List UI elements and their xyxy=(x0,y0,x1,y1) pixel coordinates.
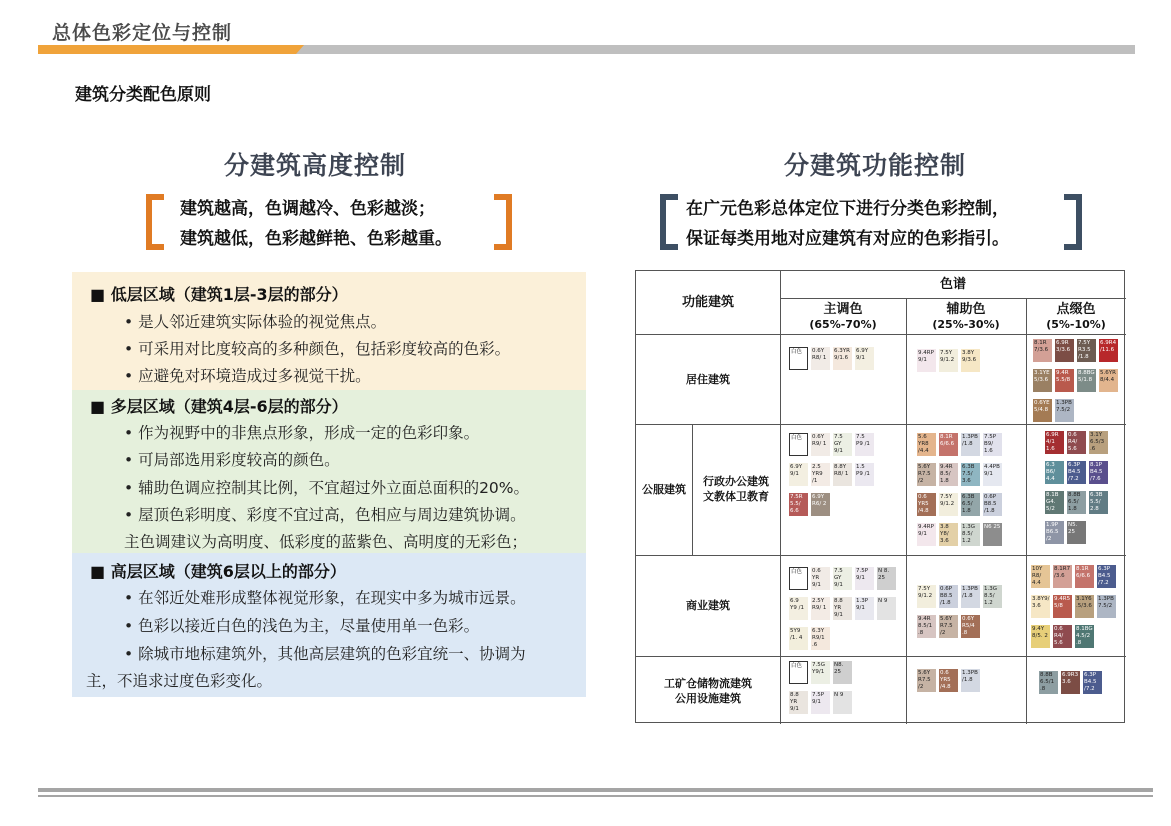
function-control-title: 分建筑功能控制 xyxy=(784,151,967,180)
color-swatch: 0.6 R4/ 5.6 xyxy=(1053,625,1072,648)
color-swatch: 0.6Y R8/ 1 xyxy=(811,347,830,370)
color-swatch: 白色 xyxy=(789,433,808,456)
footer-divider xyxy=(38,788,1153,792)
color-swatch: 6.9R 3/3.6 xyxy=(1055,339,1074,362)
mid-rise-heading: ■ 多层区域（建筑4层-6层的部分） xyxy=(90,397,348,416)
color-swatch: 9.4RP 9/1 xyxy=(917,349,936,372)
low-rise-line: • 可采用对比度较高的多种颜色，包括彩度较高的色彩。 xyxy=(124,340,511,358)
row-label-public: 公服建筑 xyxy=(642,483,686,496)
color-swatch: 7.5Y 9/1.2 xyxy=(939,349,958,372)
color-swatch: 3.1Y6 .5/3.6 xyxy=(1075,595,1094,618)
color-swatch: 2.5 YR9 /1 xyxy=(811,463,830,486)
color-swatch: 白色 xyxy=(789,661,808,684)
right-bracket-close xyxy=(1064,194,1082,250)
color-swatch: 0.6Y R9/ 1 xyxy=(811,433,830,456)
color-swatch: 6.3P B4.5 /7.2 xyxy=(1083,671,1102,694)
color-swatch: 0.6 YR5 /4.8 xyxy=(939,669,958,692)
color-swatch: 9.4R5 5/8 xyxy=(1053,595,1072,618)
color-swatch: 1.3PB /1.8 xyxy=(961,433,980,456)
spectrum-header: 色谱 xyxy=(939,277,966,292)
color-swatch: 3.8 Y8/ 3.6 xyxy=(939,523,958,546)
color-swatch: 6.9Y 9/1 xyxy=(855,347,874,370)
color-swatch: 9.4R 5.5/8 xyxy=(1055,369,1074,392)
row-label-industrial: 工矿仓储物流建筑 公用设施建筑 xyxy=(664,677,752,705)
color-swatch: 1.3P 9/1 xyxy=(855,597,874,620)
color-swatch: 1.3G 8.5/ 1.2 xyxy=(961,523,980,546)
low-rise-line: • 是人邻近建筑实际体验的视觉焦点。 xyxy=(124,313,387,331)
high-rise-line: • 色彩以接近白色的浅色为主，尽量使用单一色彩。 xyxy=(124,617,480,635)
color-swatch: 6.9Y 9/1 xyxy=(789,463,808,486)
color-swatch: N 9 xyxy=(877,597,896,620)
color-swatch: 8.8 YR 9/1 xyxy=(789,691,808,714)
color-swatch: 6.3Y R9/1 .6 xyxy=(811,627,830,650)
color-swatch: 0.6P B8.5 /1.8 xyxy=(939,585,958,608)
mid-rise-line: • 辅助色调应控制其比例，不宜超过外立面总面积的20%。 xyxy=(124,479,530,497)
color-swatch: 0.6 R4/ 5.6 xyxy=(1067,431,1086,454)
color-swatch: 7.5 GY 9/1 xyxy=(833,567,852,590)
color-swatch: 9.4RP 9/1 xyxy=(917,523,936,546)
mid-rise-line: • 作为视野中的非焦点形象，形成一定的色彩印象。 xyxy=(124,424,480,442)
color-swatch: 7.5 P9 /1 xyxy=(855,433,874,456)
color-swatch: 5Y9 /1. 4 xyxy=(789,627,808,650)
color-swatch: 7.5Y 9/1.2 xyxy=(939,493,958,516)
height-motto xyxy=(180,194,452,254)
color-swatch: 7.5P B9/ 1.6 xyxy=(983,433,1002,456)
color-swatch: 7.5G Y9/1 xyxy=(811,661,830,684)
color-swatch: 7.5P 9/1 xyxy=(855,567,874,590)
color-swatch: 1.3PB 7.5/2 xyxy=(1055,399,1074,422)
color-swatch: 6.3P B4.5 /7.2 xyxy=(1097,565,1116,588)
page-title: 总体色彩定位与控制 xyxy=(52,22,233,44)
function-motto xyxy=(686,194,1009,254)
color-swatch: 8.1P B4.5 /7.6 xyxy=(1089,461,1108,484)
color-swatch: 0.6 YR 9/1 xyxy=(811,567,830,590)
color-swatch: 7.5Y 9/1.2 xyxy=(917,585,936,608)
color-swatch: 1.3PB 7.5/2 xyxy=(1097,595,1116,618)
high-rise-line: 主，不追求过度色彩变化。 xyxy=(86,672,273,690)
color-swatch: 3.8Y9/ 3.6 xyxy=(1031,595,1050,618)
mid-rise-line: 主色调建议为高明度、低彩度的蓝紫色、高明度的无彩色； xyxy=(124,533,528,551)
func-header: 功能建筑 xyxy=(681,295,734,310)
color-swatch: 8.1R7 /3.6 xyxy=(1053,565,1072,588)
left-bracket-open xyxy=(146,194,164,250)
color-spectrum-table xyxy=(635,270,1125,723)
left-bracket-close xyxy=(494,194,512,250)
color-swatch: 0.6 YR5 /4.8 xyxy=(917,493,936,516)
color-swatch: 8.8BG 5/1.8 xyxy=(1077,369,1096,392)
color-swatch: 8.8Y R8/ 1 xyxy=(833,463,852,486)
row-label-residential: 居住建筑 xyxy=(686,373,730,386)
section-label: 建筑分类配色原则 xyxy=(75,85,211,105)
color-swatch: 0.6YE 5/4.8 xyxy=(1033,399,1052,422)
color-swatch: 1.3G 8.5/ 1.2 xyxy=(983,585,1002,608)
aux-color-header: 辅助色 (25%-30%) xyxy=(932,302,1000,331)
color-swatch: N8. 25 xyxy=(833,661,852,684)
color-swatch: 7.5Y R3.5 /1.8 xyxy=(1077,339,1096,362)
color-swatch: 0.6P B8.5 /1.8 xyxy=(983,493,1002,516)
right-bracket-open xyxy=(660,194,678,250)
color-swatch: 8.8B 6.5/1 .8 xyxy=(1039,671,1058,694)
low-rise-panel xyxy=(72,272,586,390)
row-label-commercial: 商业建筑 xyxy=(686,599,730,612)
color-swatch: 2.5Y R9/ 1 xyxy=(811,597,830,620)
color-swatch: 1.9P B6.5 /2 xyxy=(1045,521,1064,544)
main-color-header: 主调色 (65%-70%) xyxy=(809,302,877,331)
color-swatch: 8.1R 6/6.6 xyxy=(1075,565,1094,588)
height-motto-line: 建筑越低，色彩越鲜艳、色彩越重。 xyxy=(180,229,452,249)
high-rise-heading: ■ 高层区域（建筑6层以上的部分） xyxy=(90,562,346,581)
color-swatch: 6.3B 7.5/ 3.6 xyxy=(961,463,980,486)
color-swatch: 白色 xyxy=(789,347,808,370)
color-swatch: 9.4R 8.5/1 .8 xyxy=(917,615,936,638)
color-swatch: 6.3P B4.5 /7.2 xyxy=(1067,461,1086,484)
color-swatch: 5.6 YR8 /4.4 xyxy=(917,433,936,456)
color-swatch: 8.8B 6.5/ 1.8 xyxy=(1067,491,1086,514)
color-swatch: 6.3 B6/ 4.4 xyxy=(1045,461,1064,484)
color-swatch: 1.3PB /1.8 xyxy=(961,585,980,608)
color-swatch: 6.3B 6.5/ 1.8 xyxy=(961,493,980,516)
color-swatch: 5.6Y R7.5 /2 xyxy=(939,615,958,638)
color-swatch: 1.5 P9 /1 xyxy=(855,463,874,486)
color-swatch: 3.8Y 9/3.6 xyxy=(961,349,980,372)
high-rise-panel xyxy=(72,553,586,697)
low-rise-line: • 应避免对环境造成过多视觉干扰。 xyxy=(124,367,371,385)
color-swatch: 10Y R8/ 4.4 xyxy=(1031,565,1050,588)
high-rise-line: • 除城市地标建筑外，其他高层建筑的色彩宜统一、协调为 xyxy=(124,645,526,663)
header-accent-bar xyxy=(38,45,304,54)
color-swatch: 8.1R 6/6.6 xyxy=(939,433,958,456)
color-swatch: 7.5P 9/1 xyxy=(811,691,830,714)
mid-rise-panel xyxy=(72,390,586,553)
color-swatch: 3.1YE 5/3.6 xyxy=(1033,369,1052,392)
color-swatch: N 9 xyxy=(833,691,852,714)
color-swatch: 8.8 YR 9/1 xyxy=(833,597,852,620)
color-swatch: 7.5R 5.5/ 6.6 xyxy=(789,493,808,516)
height-motto-line: 建筑越高，色调越冷、色彩越淡； xyxy=(180,199,435,219)
color-swatch: 7.5 GY 9/1 xyxy=(833,433,852,456)
color-swatch: N 8. 25 xyxy=(877,567,896,590)
color-swatch: 5.6YR 8/4.4 xyxy=(1099,369,1118,392)
color-swatch: 8.1B G4. 5/2 xyxy=(1045,491,1064,514)
function-motto-line: 保证每类用地对应建筑有对应的色彩指引。 xyxy=(686,229,1009,249)
height-control-title: 分建筑高度控制 xyxy=(224,151,407,180)
low-rise-heading: ■ 低层区域（建筑1层-3层的部分） xyxy=(90,285,348,304)
color-swatch: 4.4PB 9/1 xyxy=(983,463,1002,486)
color-swatch: 6.9R4 /11.6 xyxy=(1099,339,1118,362)
footer-divider-thin xyxy=(38,795,1153,797)
color-swatch: N6 25 xyxy=(983,523,1002,546)
high-rise-line: • 在邻近处难形成整体视觉形象，在现实中多为城市远景。 xyxy=(124,589,526,607)
function-motto-line: 在广元色彩总体定位下进行分类色彩控制， xyxy=(686,199,1009,219)
color-swatch: 9.4Y 8/5. 2 xyxy=(1031,625,1050,648)
mid-rise-line: • 屋顶色彩明度、彩度不宜过高，色相应与周边建筑协调。 xyxy=(124,506,526,524)
color-swatch: 6.9 Y9 /1 xyxy=(789,597,808,620)
mid-rise-line: • 可局部选用彩度较高的颜色。 xyxy=(124,451,340,469)
color-swatch: 5.6Y R7.5 /2 xyxy=(917,463,936,486)
color-swatch: 8.1BG 4.5/2 .8 xyxy=(1076,626,1093,646)
row-label-public-sub: 行政办公建筑 文教体卫教育 xyxy=(703,475,769,503)
color-swatch: 白色 xyxy=(789,567,808,590)
color-swatch: N5. 25 xyxy=(1067,521,1086,544)
accent-color-header: 点缀色 (5%-10%) xyxy=(1046,302,1106,331)
color-swatch: 6.3YR 9/1.6 xyxy=(833,347,852,370)
color-swatch: 9.4R 8.5/ 1.8 xyxy=(939,463,958,486)
color-swatch: 3.1Y 6.5/3 .6 xyxy=(1089,431,1108,454)
color-swatch: 6.3B 5.5/ 2.8 xyxy=(1089,491,1108,514)
color-swatch: 0.6Y R5/4 .8 xyxy=(961,615,980,638)
color-swatch: 8.1R 7/3.6 xyxy=(1033,339,1052,362)
color-swatch: 6.9Y R6/ 2 xyxy=(811,493,830,516)
color-swatch: 5.6Y R7.5 /2 xyxy=(917,669,936,692)
color-swatch: 6.9R3 3.6 xyxy=(1061,671,1080,694)
color-swatch: 1.3PB /1.8 xyxy=(961,669,980,692)
color-swatch: 6.9R 4/1 1.6 xyxy=(1045,431,1064,454)
